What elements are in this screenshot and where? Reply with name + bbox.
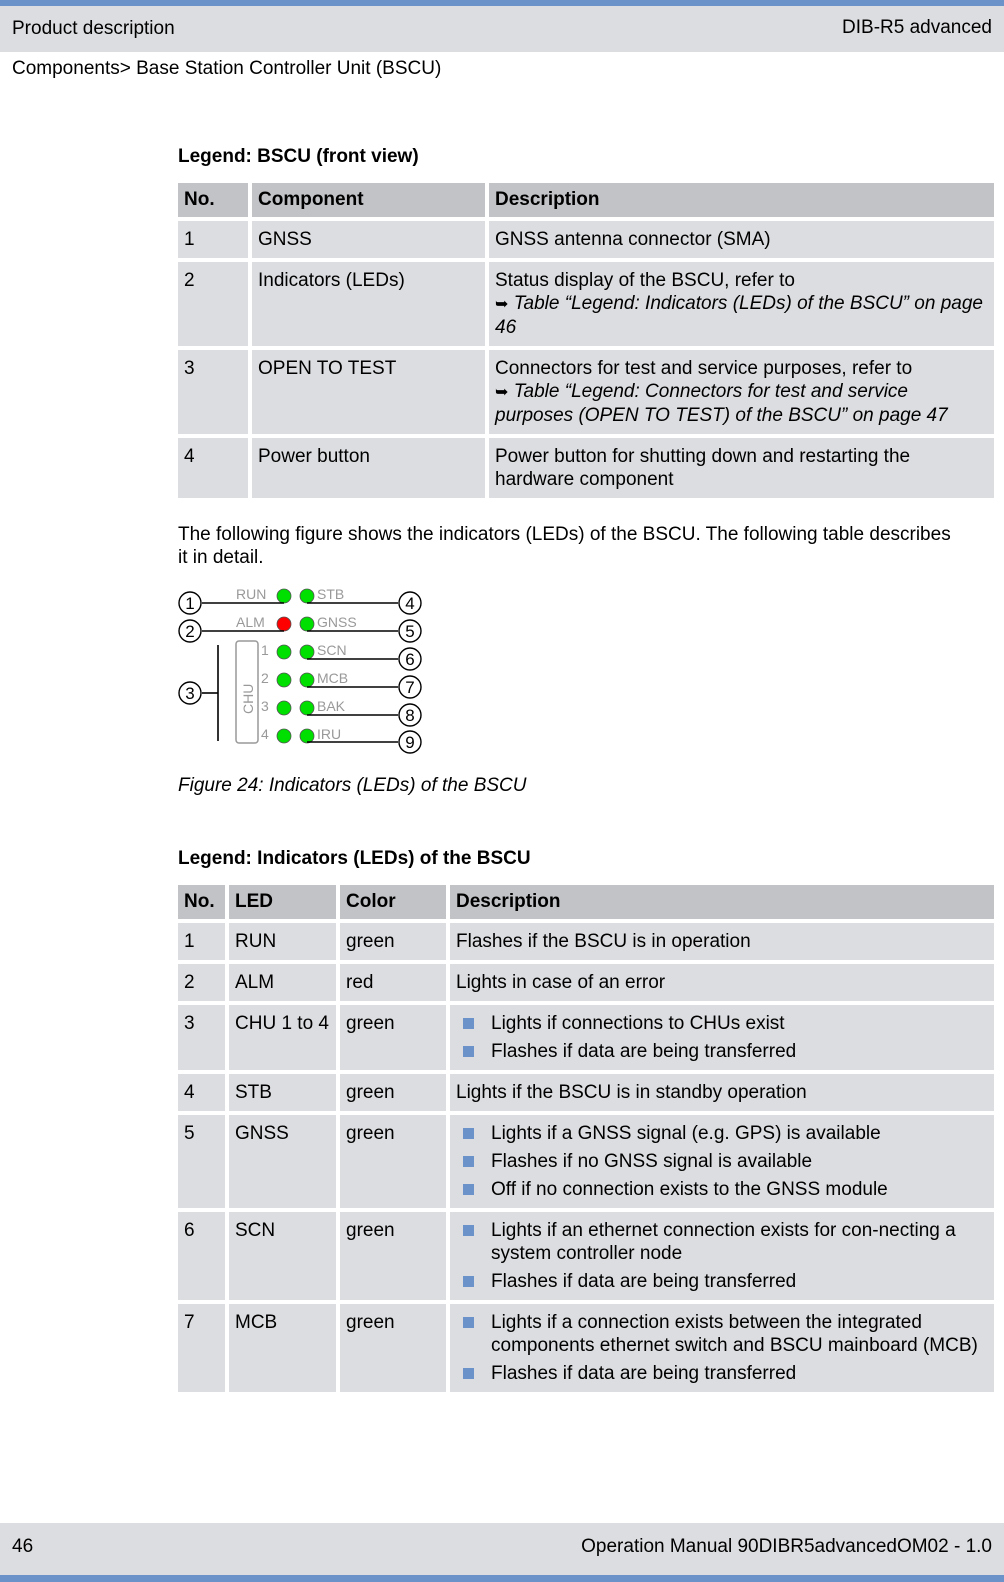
table-cell-description — [489, 262, 994, 346]
list-item — [456, 1178, 988, 1201]
led-indicator-figure — [178, 587, 448, 757]
table-cell-description: GNSS antenna connector (SMA) — [489, 221, 994, 258]
table-cell-no: 7 — [178, 1304, 225, 1392]
callout-1: 1 — [185, 594, 195, 613]
chu-label: CHU — [240, 683, 256, 714]
table-row — [178, 350, 994, 434]
bullet-list — [456, 1012, 988, 1063]
legend-front-table — [174, 179, 998, 502]
list-item — [456, 1040, 988, 1063]
bullet-square-icon — [463, 1276, 474, 1287]
bullet-square-icon — [463, 1184, 474, 1195]
column-header: No. — [178, 885, 225, 919]
table-cell-led: GNSS — [229, 1115, 336, 1208]
table-row — [178, 438, 994, 498]
list-item-text: Off if no connection exists to the GNSS module — [491, 1179, 888, 1200]
document-id: Operation Manual 90DIBR5advancedOM02 - 1.0 — [581, 1536, 992, 1557]
table-cell-no: 4 — [178, 1074, 225, 1111]
callout-9: 9 — [405, 733, 415, 752]
led-label-mcb: MCB — [317, 670, 349, 686]
table-row — [178, 923, 994, 960]
led-bak — [300, 701, 314, 715]
table-cell-no: 1 — [178, 221, 248, 258]
led-label-alm: ALM — [236, 614, 265, 630]
bullet-list — [456, 1122, 988, 1201]
table-cell-component: OPEN TO TEST — [252, 350, 485, 434]
bottom-accent-bar — [0, 1575, 1004, 1582]
bullet-square-icon — [463, 1128, 474, 1139]
table-cell-color: green — [340, 1074, 446, 1111]
table-cell-no: 1 — [178, 923, 225, 960]
table-cell-description: Lights in case of an error — [450, 964, 994, 1001]
column-header: Component — [252, 183, 485, 217]
table-cell-led: MCB — [229, 1304, 336, 1392]
description-text: Status display of the BSCU, refer to — [495, 270, 795, 291]
table-cell-component: Indicators (LEDs) — [252, 262, 485, 346]
table-cell-description: Lights if the BSCU is in standby operation — [450, 1074, 994, 1111]
led-gnss — [300, 617, 314, 631]
table-cell-component: GNSS — [252, 221, 485, 258]
table-row — [178, 221, 994, 258]
list-item — [456, 1219, 988, 1265]
list-item-text: Flashes if no GNSS signal is available — [491, 1151, 813, 1172]
callout-5: 5 — [405, 622, 415, 641]
callout-8: 8 — [405, 706, 415, 725]
table-cell-led: SCN — [229, 1212, 336, 1300]
page-number: 46 — [12, 1536, 34, 1557]
led-stb — [300, 589, 314, 603]
led-label-chu-1: 1 — [261, 642, 269, 658]
list-item-text: Lights if a GNSS signal (e.g. GPS) is available — [491, 1123, 881, 1144]
led-label-gnss: GNSS — [317, 614, 357, 630]
table-cell-description — [450, 1005, 994, 1070]
table-cell-color: green — [340, 1304, 446, 1392]
table-cell-component: Power button — [252, 438, 485, 498]
bullet-square-icon — [463, 1156, 474, 1167]
led-chu-4 — [277, 729, 291, 743]
led-label-chu-4: 4 — [261, 726, 269, 742]
table-cell-no: 6 — [178, 1212, 225, 1300]
led-mcb — [300, 673, 314, 687]
led-scn — [300, 645, 314, 659]
bullet-list — [456, 1311, 988, 1385]
led-label-chu-3: 3 — [261, 698, 269, 714]
figure-caption: Figure 24: Indicators (LEDs) of the BSCU — [178, 775, 527, 796]
table-row — [178, 1304, 994, 1392]
led-label-iru: IRU — [317, 726, 342, 742]
table-cell-color: green — [340, 1115, 446, 1208]
bullet-square-icon — [463, 1368, 474, 1379]
led-label-chu-2: 2 — [261, 670, 269, 686]
list-item-text: Lights if an ethernet connection exists for con-necting a system controller node — [491, 1220, 956, 1264]
callout-2: 2 — [185, 622, 195, 641]
cross-reference-link[interactable]: Table “Legend: Connectors for test and service purposes (OPEN TO TEST) of the BSCU” on page 47 — [495, 381, 948, 426]
led-run — [277, 589, 291, 603]
table-cell-no: 4 — [178, 438, 248, 498]
list-item — [456, 1012, 988, 1035]
column-header: Description — [450, 885, 994, 919]
legend-leds-table — [174, 881, 998, 1396]
column-header: LED — [229, 885, 336, 919]
list-item-text: Flashes if data are being transferred — [491, 1271, 797, 1292]
table-cell-no: 3 — [178, 1005, 225, 1070]
bullet-square-icon — [463, 1046, 474, 1057]
table-cell-no: 3 — [178, 350, 248, 434]
led-label-run: RUN — [236, 587, 267, 602]
header-section-title: Product description — [12, 18, 175, 39]
page-header — [0, 6, 1004, 52]
list-item-text: Lights if a connection exists between the integrated components ethernet switch and BSCU mainboard (MCB) — [491, 1312, 978, 1356]
callout-6: 6 — [405, 650, 415, 669]
table-cell-color: green — [340, 1212, 446, 1300]
led-chu-1 — [277, 645, 291, 659]
header-product-name: DIB-R5 advanced — [842, 17, 992, 38]
list-item-text: Flashes if data are being transferred — [491, 1041, 797, 1062]
list-item — [456, 1270, 988, 1293]
callouts — [179, 592, 421, 753]
table-cell-description — [450, 1304, 994, 1392]
table-cell-color: green — [340, 1005, 446, 1070]
table-cell-led: ALM — [229, 964, 336, 1001]
list-item — [456, 1122, 988, 1145]
table-row — [178, 1074, 994, 1111]
cross-reference-arrow-icon: ➥ — [495, 384, 509, 401]
table-cell-color: red — [340, 964, 446, 1001]
table-cell-led: STB — [229, 1074, 336, 1111]
table-cell-description — [450, 1115, 994, 1208]
column-header: Color — [340, 885, 446, 919]
list-item-text: Lights if connections to CHUs exist — [491, 1013, 785, 1034]
table-row — [178, 1115, 994, 1208]
table-row — [178, 964, 994, 1001]
breadcrumb: Components> Base Station Controller Unit (BSCU) — [12, 58, 442, 79]
callout-7: 7 — [405, 678, 415, 697]
table-cell-description — [450, 1212, 994, 1300]
table-cell-no: 2 — [178, 964, 225, 1001]
led-label-bak: BAK — [317, 698, 346, 714]
bullet-square-icon — [463, 1018, 474, 1029]
table-row — [178, 262, 994, 346]
led-alm — [277, 617, 291, 631]
list-item — [456, 1150, 988, 1173]
table-row — [178, 1005, 994, 1070]
table-cell-no: 2 — [178, 262, 248, 346]
list-item — [456, 1311, 988, 1357]
bullet-square-icon — [463, 1225, 474, 1236]
bullet-square-icon — [463, 1317, 474, 1328]
cross-reference-link[interactable]: Table “Legend: Indicators (LEDs) of the BSCU” on page 46 — [495, 293, 983, 338]
led-label-scn: SCN — [317, 642, 347, 658]
led-iru — [300, 729, 314, 743]
column-header: No. — [178, 183, 248, 217]
led-chu-3 — [277, 701, 291, 715]
led-labels — [236, 587, 357, 742]
description-text: Connectors for test and service purposes, refer to — [495, 358, 913, 379]
table-cell-no: 5 — [178, 1115, 225, 1208]
column-header: Description — [489, 183, 994, 217]
table-cell-description: Power button for shutting down and restarting the hardware component — [489, 438, 994, 498]
bullet-list — [456, 1219, 988, 1293]
page-footer — [0, 1523, 1004, 1575]
table-cell-led: RUN — [229, 923, 336, 960]
led-dots — [277, 589, 314, 743]
table-cell-description: Flashes if the BSCU is in operation — [450, 923, 994, 960]
led-label-stb: STB — [317, 587, 345, 602]
led-chu-2 — [277, 673, 291, 687]
table-cell-led: CHU 1 to 4 — [229, 1005, 336, 1070]
callout-4: 4 — [405, 594, 415, 613]
table-cell-color: green — [340, 923, 446, 960]
callout-3: 3 — [185, 684, 195, 703]
table-cell-description — [489, 350, 994, 434]
legend-front-title: Legend: BSCU (front view) — [178, 146, 419, 167]
legend-leds-title: Legend: Indicators (LEDs) of the BSCU — [178, 848, 531, 869]
table-row — [178, 1212, 994, 1300]
list-item — [456, 1362, 988, 1385]
cross-reference-arrow-icon: ➥ — [495, 296, 509, 313]
list-item-text: Flashes if data are being transferred — [491, 1363, 797, 1384]
intro-paragraph: The following figure shows the indicators (LEDs) of the BSCU. The following table describes it in detail. — [178, 524, 951, 568]
